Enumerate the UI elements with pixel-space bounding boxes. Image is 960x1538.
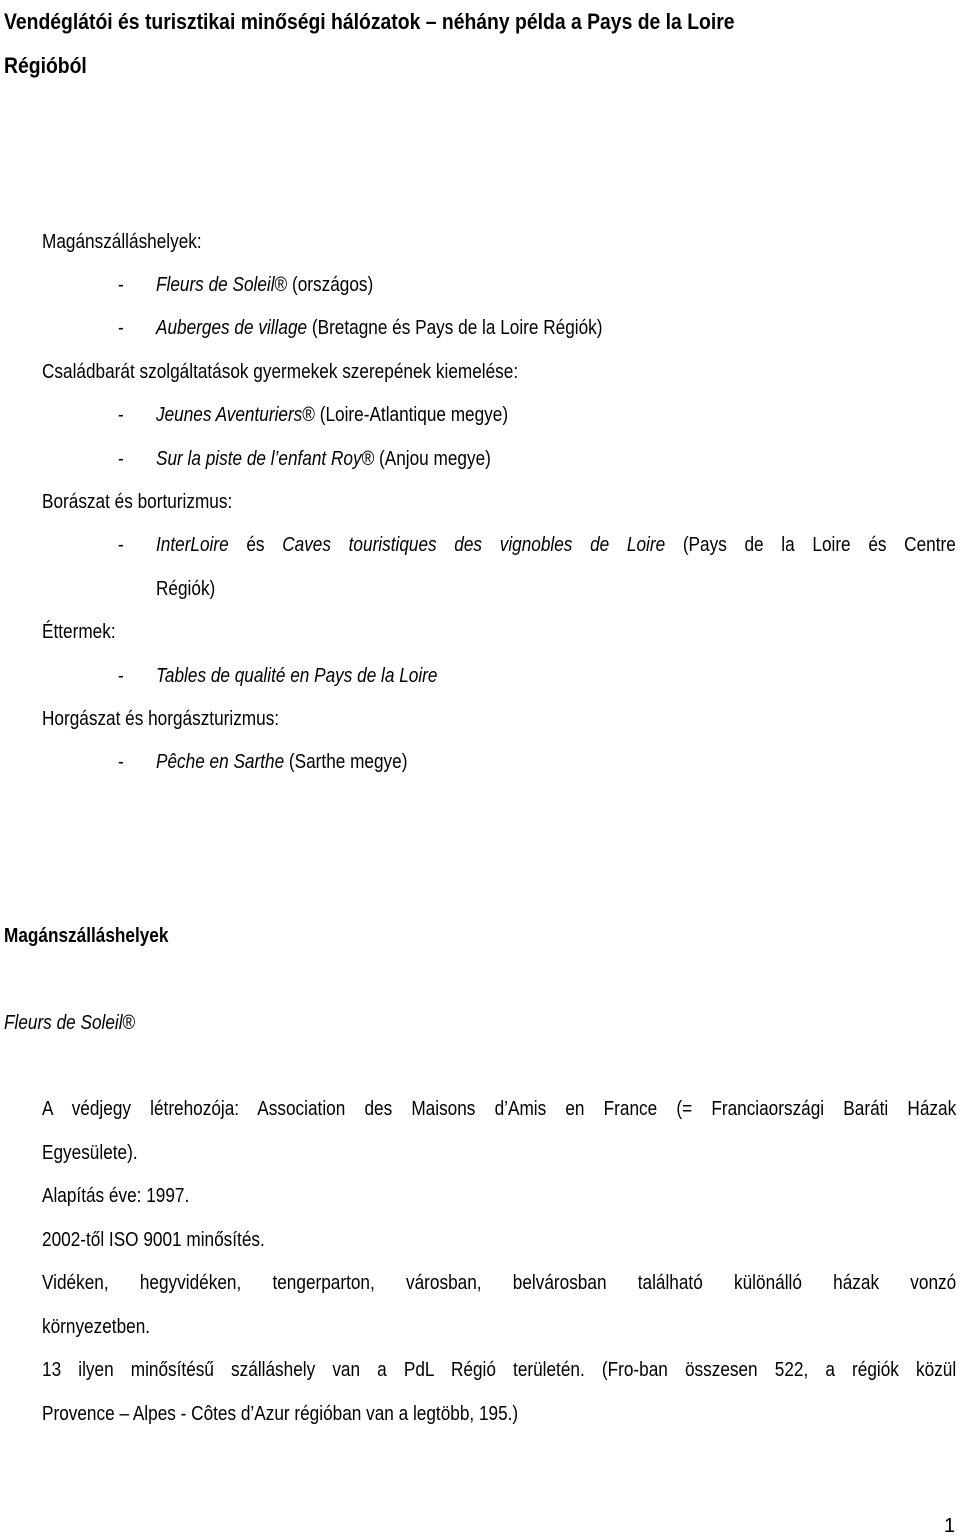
iso-certification: 2002-től ISO 9001 minősítés. [42, 1229, 265, 1251]
category-family-services: Családbarát szolgáltatások gyermekek szerepének kiemelése: [42, 361, 519, 383]
section-subheading: Fleurs de Soleil® [4, 1012, 136, 1034]
page-number: 1 [944, 1515, 956, 1537]
document-title [4, 0, 954, 88]
paragraph-trademark-line-2: Egyesülete). [42, 1142, 138, 1164]
paragraph-locations-line-2: környezetben. [42, 1316, 151, 1338]
section-heading: Magánszálláshelyek [4, 925, 169, 947]
paragraph-trademark-line-1: A védjegy létrehozója: Association des Maisons d’Amis en France (= Franciaországi Baráti Házak [42, 1098, 957, 1120]
paragraph-locations-line-1: Vidéken, hegyvidéken, tengerparton, városban, belvárosban található különálló házak vonzó [42, 1272, 957, 1294]
category-fishing: Horgászat és horgászturizmus: [42, 708, 280, 730]
list-item-continuation: Régiók) [156, 578, 216, 600]
title-line-2: Régióból [4, 53, 87, 78]
paragraph-count-line-1: 13 ilyen minősítésű szálláshely van a PdL Régió területén. (Fro-ban összesen 522, a régiók közül [42, 1359, 957, 1381]
category-restaurants: Éttermek: [42, 621, 116, 643]
category-wine-tourism: Borászat és borturizmus: [42, 491, 233, 513]
paragraph-count-line-2: Provence – Alpes - Côtes d’Azur régióban van a legtöbb, 195.) [42, 1403, 519, 1425]
category-private-accommodation: Magánszálláshelyek: [42, 231, 202, 253]
title-line-1: Vendéglátói és turisztikai minőségi hálózatok – néhány példa a Pays de la Loire [4, 9, 735, 34]
document-page: Vendéglátói és turisztikai minőségi hálózatok – néhány példa a Pays de la Loire Régióból Magánszálláshelyek: - Fleurs de Soleil® (országos) - Auberges de village (Bretagne és Pays de la Loire Régiók) Családbarát szolgáltatások gyermekek szerepének kiemelése: - Jeunes Aventuriers® (Loire-Atlantique megye) - Sur la piste de l’enfant Roy® (Anjou megye) Borászat és borturizmus: - InterLoire és Caves touristiques des vignobles de Loire (Pays de la Loire és Centre Régiók) Éttermek: - Tables de qualité en Pays de la Loire Horgászat és horgászturizmus: - Pêche en Sarthe (Sarthe megye) Magánszálláshelyek Fleurs de Soleil® A védjegy létrehozója: Association des Maisons d’Amis en France (= Franciaországi Baráti Házak Egyesülete). Alapítás éve: 1997. 2002-től ISO 9001 minősítés. Vidéken, hegyvidéken, tengerparton, városban, belvárosban található különálló házak vonzó környezetben. 13 ilyen minősítésű szálláshely van a PdL Régió területén. (Fro-ban összesen 522, a régiók közül Provence – Alpes - Côtes d’Azur régióban van a legtöbb, 195.) 1 [0, 0, 960, 1537]
founded-year: Alapítás éve: 1997. [42, 1185, 190, 1207]
